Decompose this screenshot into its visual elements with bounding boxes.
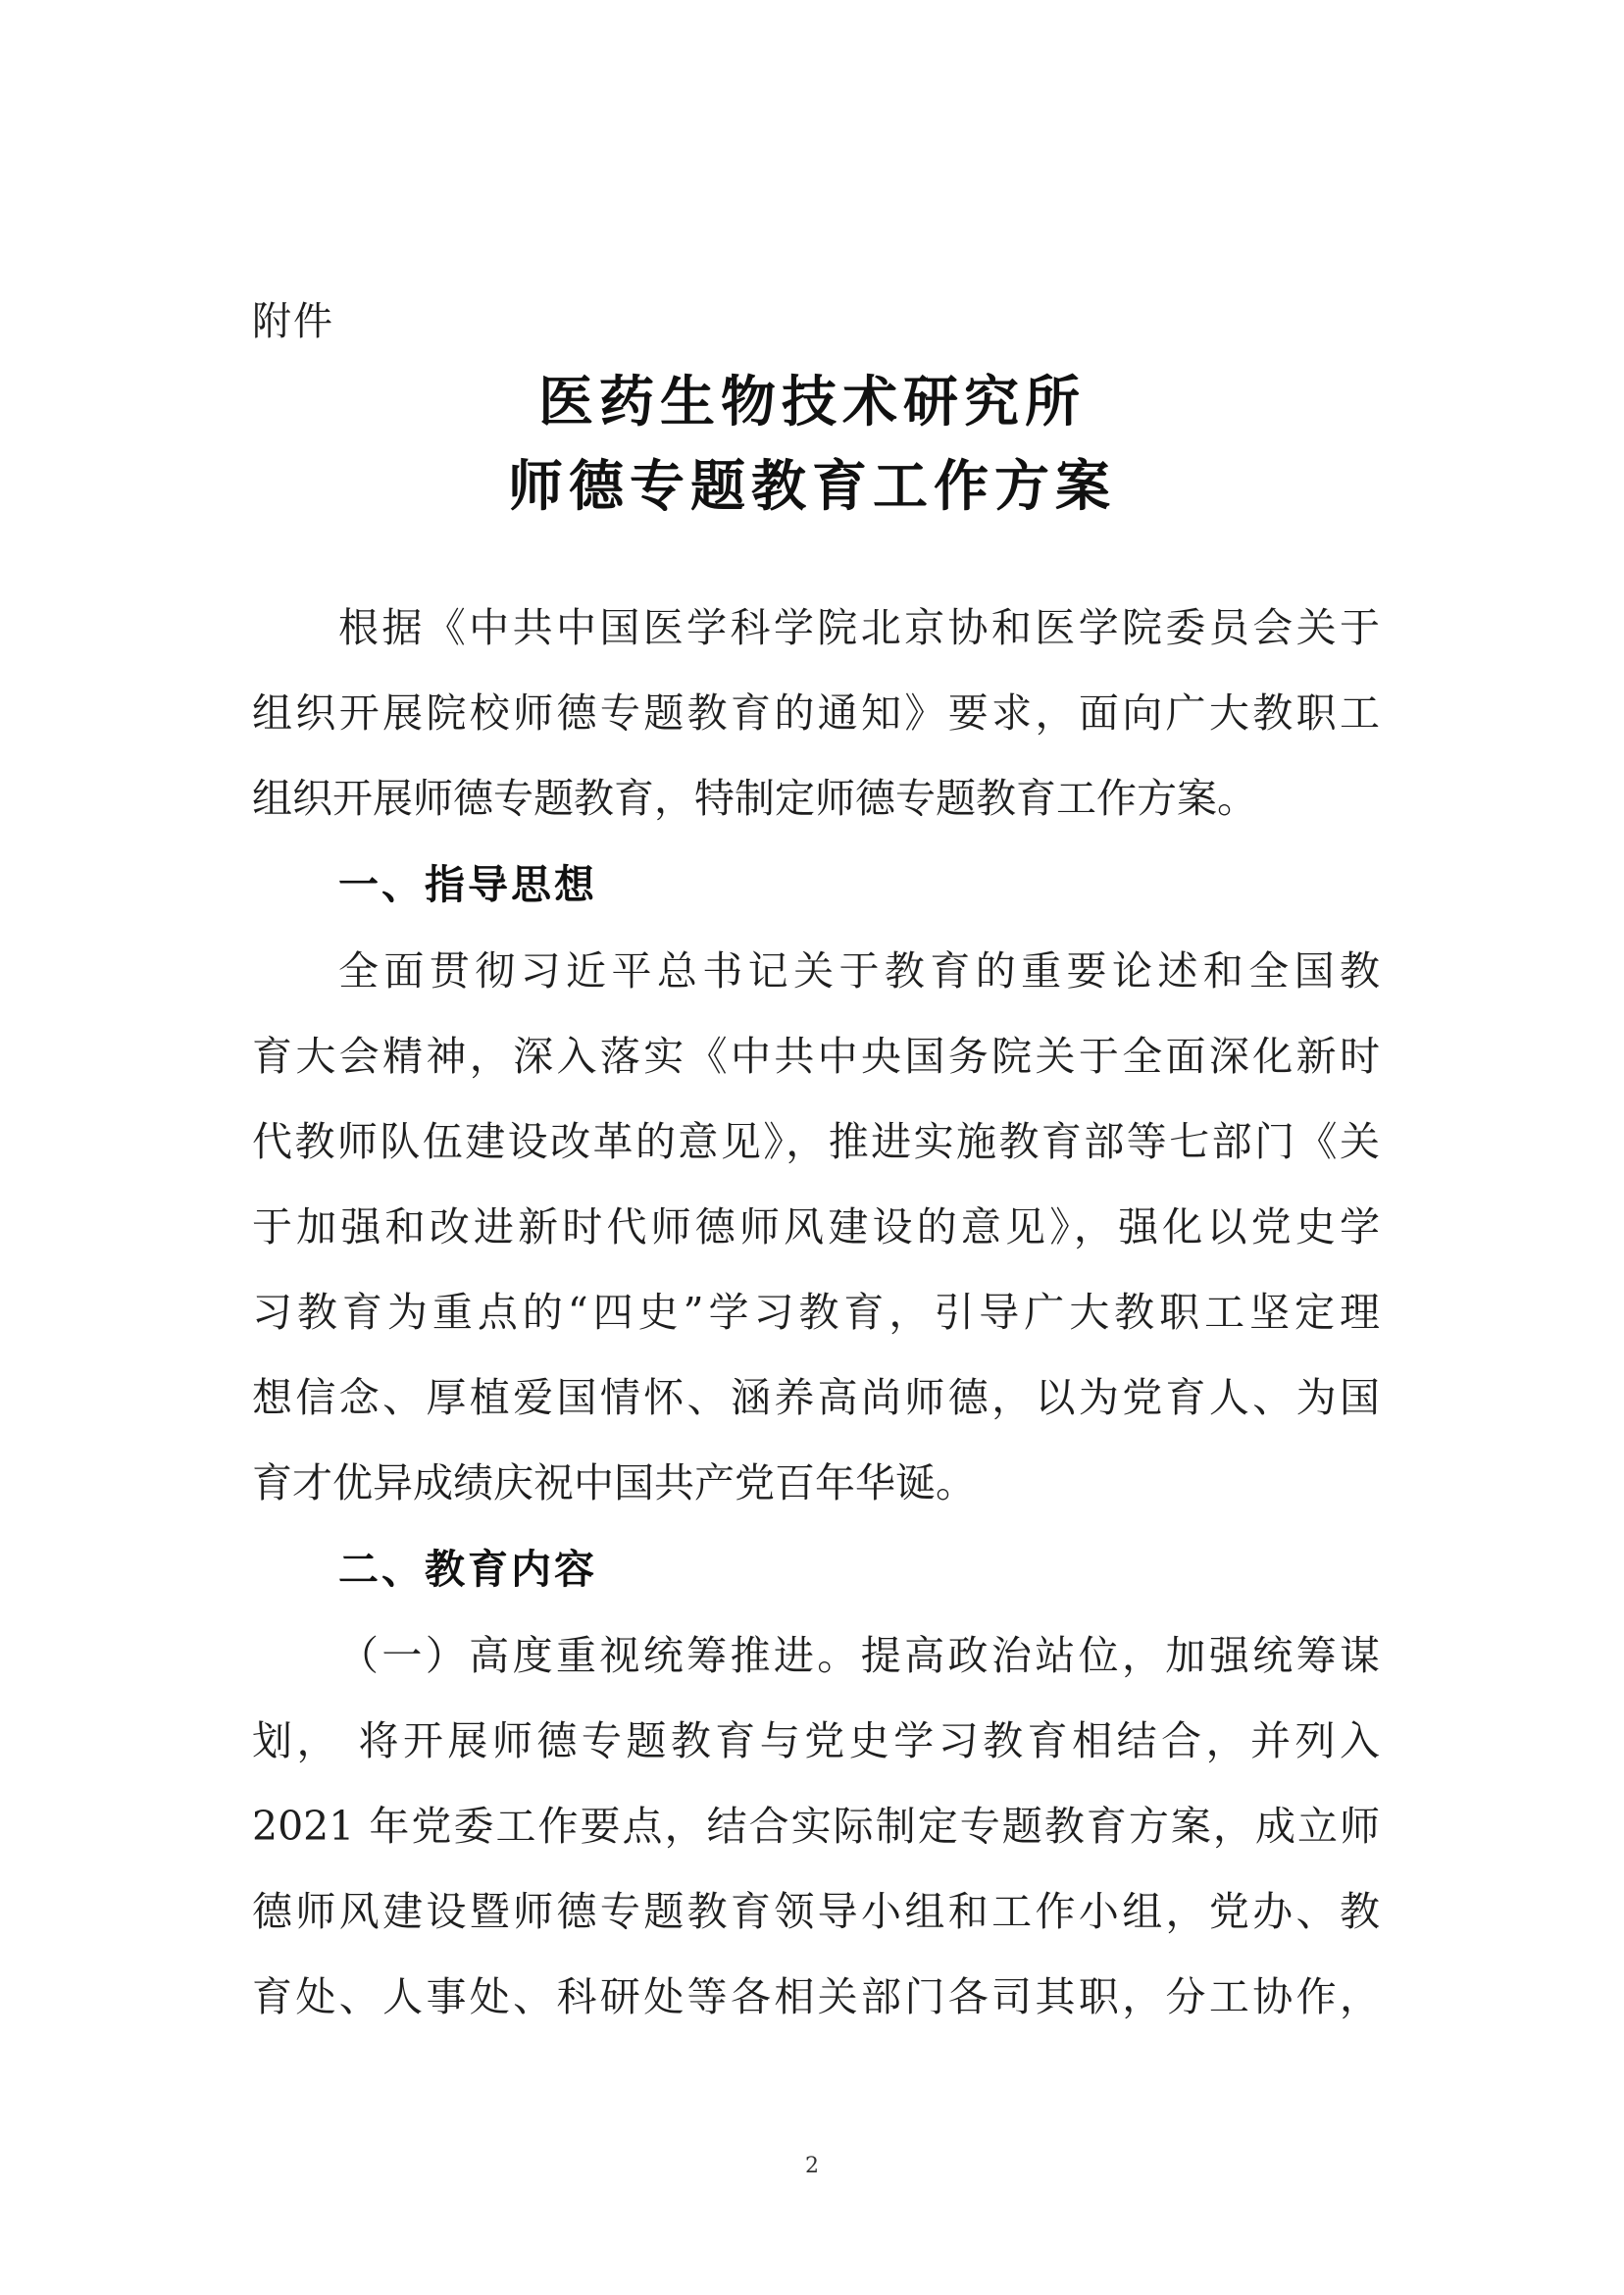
section2-paragraph-line: 育处、人事处、科研处等各相关部门各司其职，分工协作， — [252, 1973, 1380, 2020]
section1-paragraph-line: 全面贯彻习近平总书记关于教育的重要论述和全国教 — [338, 947, 1380, 994]
section1-paragraph-line: 育大会精神，深入落实《中共中央国务院关于全面深化新时 — [252, 1033, 1380, 1080]
document-title-line-2: 师德专题教育工作方案 — [508, 455, 1116, 519]
section1-paragraph-line: 想信念、厚植爱国情怀、涵养高尚师德，以为党育人、为国 — [252, 1374, 1380, 1421]
intro-paragraph-line: 组织开展师德专题教育，特制定师德专题教育工作方案。 — [252, 775, 1257, 822]
attachment-label: 附件 — [252, 299, 334, 344]
intro-paragraph-line: 根据《中共中国医学科学院北京协和医学院委员会关于 — [338, 604, 1380, 651]
section2-paragraph-line: （一）高度重视统筹推进。提高政治站位，加强统筹谋 — [338, 1632, 1380, 1679]
section-heading-education-content: 二、教育内容 — [338, 1546, 597, 1593]
section1-paragraph-line: 于加强和改进新时代师德师风建设的意见》，强化以党史学 — [252, 1203, 1380, 1250]
document-title-line-1: 医药生物技术研究所 — [538, 371, 1086, 434]
section1-paragraph-line: 习教育为重点的“四史”学习教育，引导广大教职工坚定理 — [252, 1289, 1380, 1336]
section2-paragraph-line: 划， 将开展师德专题教育与党史学习教育相结合，并列入 — [252, 1717, 1380, 1764]
section-heading-guiding-ideology: 一、指导思想 — [338, 861, 597, 908]
intro-paragraph-line: 组织开展院校师德专题教育的通知》要求，面向广大教职工 — [252, 689, 1380, 737]
page-number: 2 — [805, 2154, 819, 2178]
section2-paragraph-line: 2021 年党委工作要点，结合实际制定专题教育方案，成立师 — [252, 1803, 1380, 1850]
section2-paragraph-line: 德师风建设暨师德专题教育领导小组和工作小组，党办、教 — [252, 1888, 1380, 1935]
section1-paragraph-line: 育才优异成绩庆祝中国共产党百年华诞。 — [252, 1459, 976, 1506]
section1-paragraph-line: 代教师队伍建设改革的意见》，推进实施教育部等七部门《关 — [252, 1118, 1380, 1165]
